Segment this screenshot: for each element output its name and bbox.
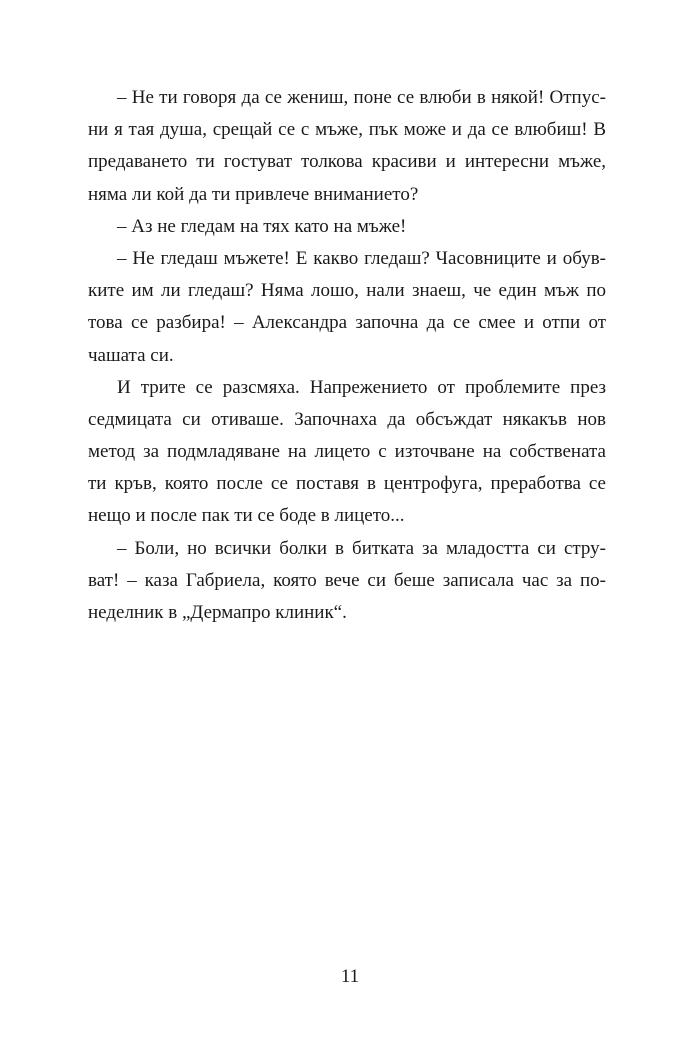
page-number: 11	[340, 966, 360, 987]
text-line: ват! – каза Габриела, която вече си беше записала час за по-	[88, 569, 606, 591]
text-line: – Аз не гледам на тях като на мъже!	[117, 215, 407, 237]
text-line: – Не гледаш мъжете! Е какво гледаш? Часовниците и обув-	[117, 247, 606, 269]
text-line: – Боли, но всички болки в битката за младостта си стру-	[117, 537, 606, 559]
text-line: И трите се разсмяха. Напрежението от проблемите през	[117, 376, 606, 398]
text-line: метод за подмладяване на лицето с източване на собствената	[88, 441, 606, 463]
text-line: ките им ли гледаш? Няма лошо, нали знаеш, че един мъж по	[88, 280, 606, 302]
text-line: чашата си.	[88, 344, 174, 366]
text-line: няма ли кой да ти привлече вниманието?	[88, 183, 419, 205]
text-line: нещо и после пак ти се боде в лицето...	[88, 505, 405, 527]
text-line: предаването ти гостуват толкова красиви и интересни мъже,	[88, 151, 606, 173]
text-line: ни я тая душа, срещай се с мъже, пък може и да се влюбиш! В	[88, 119, 606, 141]
text-line: – Не ти говоря да се жениш, поне се влюби в някой! Отпус-	[117, 87, 606, 108]
text-line: това се разбира! – Александра започна да се смее и отпи от	[88, 312, 606, 334]
text-line: седмицата си отиваше. Започнаха да обсъждат някакъв нов	[88, 408, 606, 430]
text-line: неделник в „Дермапро клиник“.	[88, 602, 347, 623]
text-line: ти кръв, която после се поставя в центрофуга, преработва се	[88, 473, 606, 495]
body-text	[88, 82, 606, 629]
